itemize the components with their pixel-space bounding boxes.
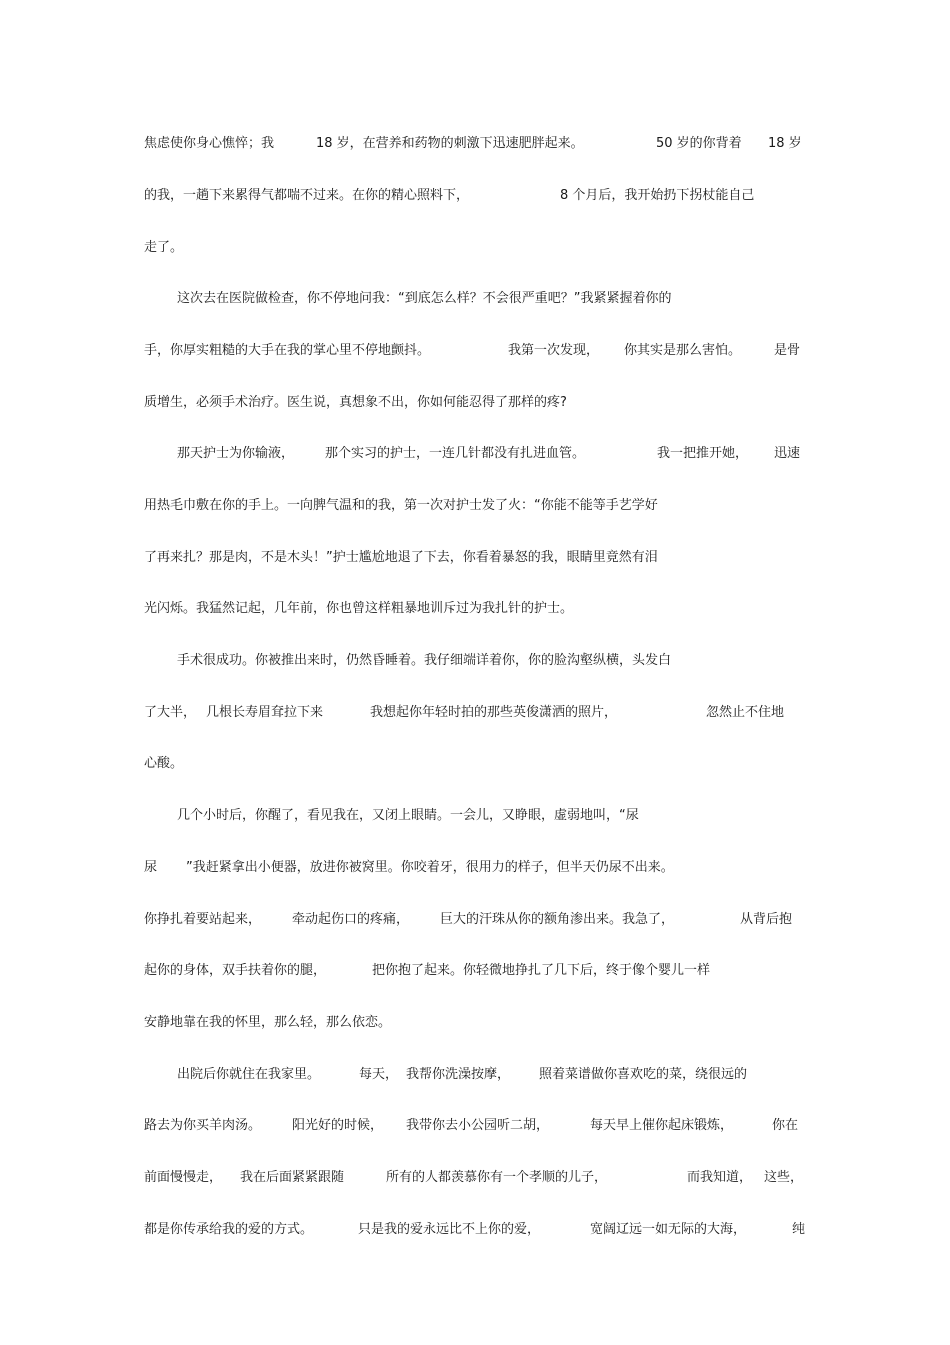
text-segment: 用热毛巾敷在你的手上。一向脾气温和的我，第一次对护士发了火：“你能不能等手艺学好 (144, 498, 658, 513)
text-line (144, 341, 806, 361)
text-segment: 你挣扎着要站起来， (144, 912, 262, 927)
text-segment: 走了。 (144, 240, 184, 255)
text-segment: 光闪烁。我猛然记起，几年前，你也曾这样粗暴地训斥过为我扎针的护士。 (144, 601, 574, 616)
text-segment: 那个实习的护士，一连几针都没有扎进血管。 (325, 446, 586, 461)
text-segment: 阳光好的时候， (292, 1118, 384, 1133)
text-segment: 纯 (792, 1222, 806, 1237)
text-segment: 出院后你就住在我家里。 (177, 1067, 321, 1082)
text-segment: 你在 (772, 1118, 799, 1133)
text-line (177, 806, 806, 826)
text-segment: 质增生，必须手术治疗。医生说，真想象不出，你如何能忍得了那样的疼? (144, 395, 567, 410)
text-line (144, 1220, 806, 1240)
text-segment: 照着菜谱做你喜欢吃的菜，绕很远的 (539, 1067, 748, 1082)
text-line (177, 289, 806, 309)
text-segment: 了再来扎？那是肉，不是木头！”护士尴尬地退了下去，你看着暴怒的我，眼睛里竟然有泪 (144, 550, 658, 565)
text-segment: 而我知道， (687, 1170, 753, 1185)
text-line (144, 186, 806, 206)
text-line (144, 754, 806, 774)
text-segment: 所有的人都羡慕你有一个孝顺的儿子， (386, 1170, 608, 1185)
text-segment: 忽然止不住地 (706, 705, 785, 720)
text-line (144, 496, 806, 516)
text-segment: 几个小时后，你醒了，看见我在，又闭上眼睛。一会儿，又睁眼，虚弱地叫，“尿 (177, 808, 639, 823)
text-segment: 我想起你年轻时拍的那些英俊潇洒的照片， (370, 705, 618, 720)
text-segment: 宽阔辽远一如无际的大海， (590, 1222, 747, 1237)
text-segment: 我带你去小公园听二胡， (406, 1118, 550, 1133)
text-segment: 从背后抱 (740, 912, 793, 927)
text-line (177, 444, 806, 464)
text-segment: 只是我的爱永远比不上你的爱， (358, 1222, 541, 1237)
text-line (144, 599, 806, 619)
text-segment: 18 岁，在营养和药物的刺激下迅速肥胖起来。 (316, 136, 584, 151)
text-segment: 我在后面紧紧跟随 (240, 1170, 345, 1185)
text-line (144, 393, 806, 413)
text-segment: 手术很成功。你被推出来时，仍然昏睡着。我仔细端详着你，你的脸沟壑纵横，头发白 (177, 653, 672, 668)
text-segment: 每天早上催你起床锻炼， (590, 1118, 734, 1133)
text-segment: 这次去在医院做检查，你不停地问我：“到底怎么样？不会很严重吧？”我紧紧握着你的 (177, 291, 672, 306)
text-segment: 50 岁的你背着 (656, 136, 742, 151)
text-line (144, 858, 806, 878)
text-segment: 我一把推开她， (657, 446, 749, 461)
text-line (177, 651, 806, 671)
text-line (144, 961, 806, 981)
text-line (144, 1013, 806, 1033)
text-line (144, 238, 806, 258)
text-segment: 巨大的汗珠从你的额角渗出来。我急了， (440, 912, 675, 927)
text-segment: 都是你传承给我的爱的方式。 (144, 1222, 314, 1237)
text-segment: 前面慢慢走， (144, 1170, 223, 1185)
text-segment: 路去为你买羊肉汤。 (144, 1118, 262, 1133)
text-segment: 迅速 (774, 446, 801, 461)
text-segment: 每天， (359, 1067, 399, 1082)
text-segment: 心酸。 (144, 756, 184, 771)
text-line (144, 1116, 806, 1136)
text-line (144, 548, 806, 568)
text-segment: 是骨 (774, 343, 801, 358)
text-segment: 把你抱了起来。你轻微地挣扎了几下后，终于像个婴儿一样 (372, 963, 711, 978)
text-line (144, 134, 806, 154)
text-segment: 我第一次发现， (508, 343, 600, 358)
text-line (144, 703, 806, 723)
text-segment: 你其实是那么害怕。 (624, 343, 742, 358)
text-segment: 起你的身体，双手扶着你的腿， (144, 963, 327, 978)
text-segment: 18 岁 (768, 136, 802, 151)
text-segment: 焦虑使你身心憔悴；我 (144, 136, 275, 151)
text-line (144, 910, 806, 930)
text-segment: 牵动起伤口的疼痛， (292, 912, 410, 927)
text-segment: 手，你厚实粗糙的大手在我的掌心里不停地颤抖。 (144, 343, 431, 358)
text-segment: 的我，一趟下来累得气都喘不过来。在你的精心照料下， (144, 188, 470, 203)
text-segment: 了大半， (144, 705, 197, 720)
text-line (177, 1065, 806, 1085)
text-segment: 尿 (144, 860, 158, 875)
text-segment: 几根长寿眉耷拉下来 (206, 705, 324, 720)
text-segment: 那天护士为你输液， (177, 446, 295, 461)
text-segment: 8 个月后，我开始扔下拐杖能自己 (560, 188, 755, 203)
text-segment: ”我赶紧拿出小便器，放进你被窝里。你咬着牙，很用力的样子，但半天仍尿不出来。 (186, 860, 674, 875)
text-segment: 我帮你洗澡按摩， (406, 1067, 511, 1082)
text-line (144, 1168, 806, 1188)
text-segment: 这些， (764, 1170, 804, 1185)
text-segment: 安静地靠在我的怀里，那么轻，那么依恋。 (144, 1015, 392, 1030)
